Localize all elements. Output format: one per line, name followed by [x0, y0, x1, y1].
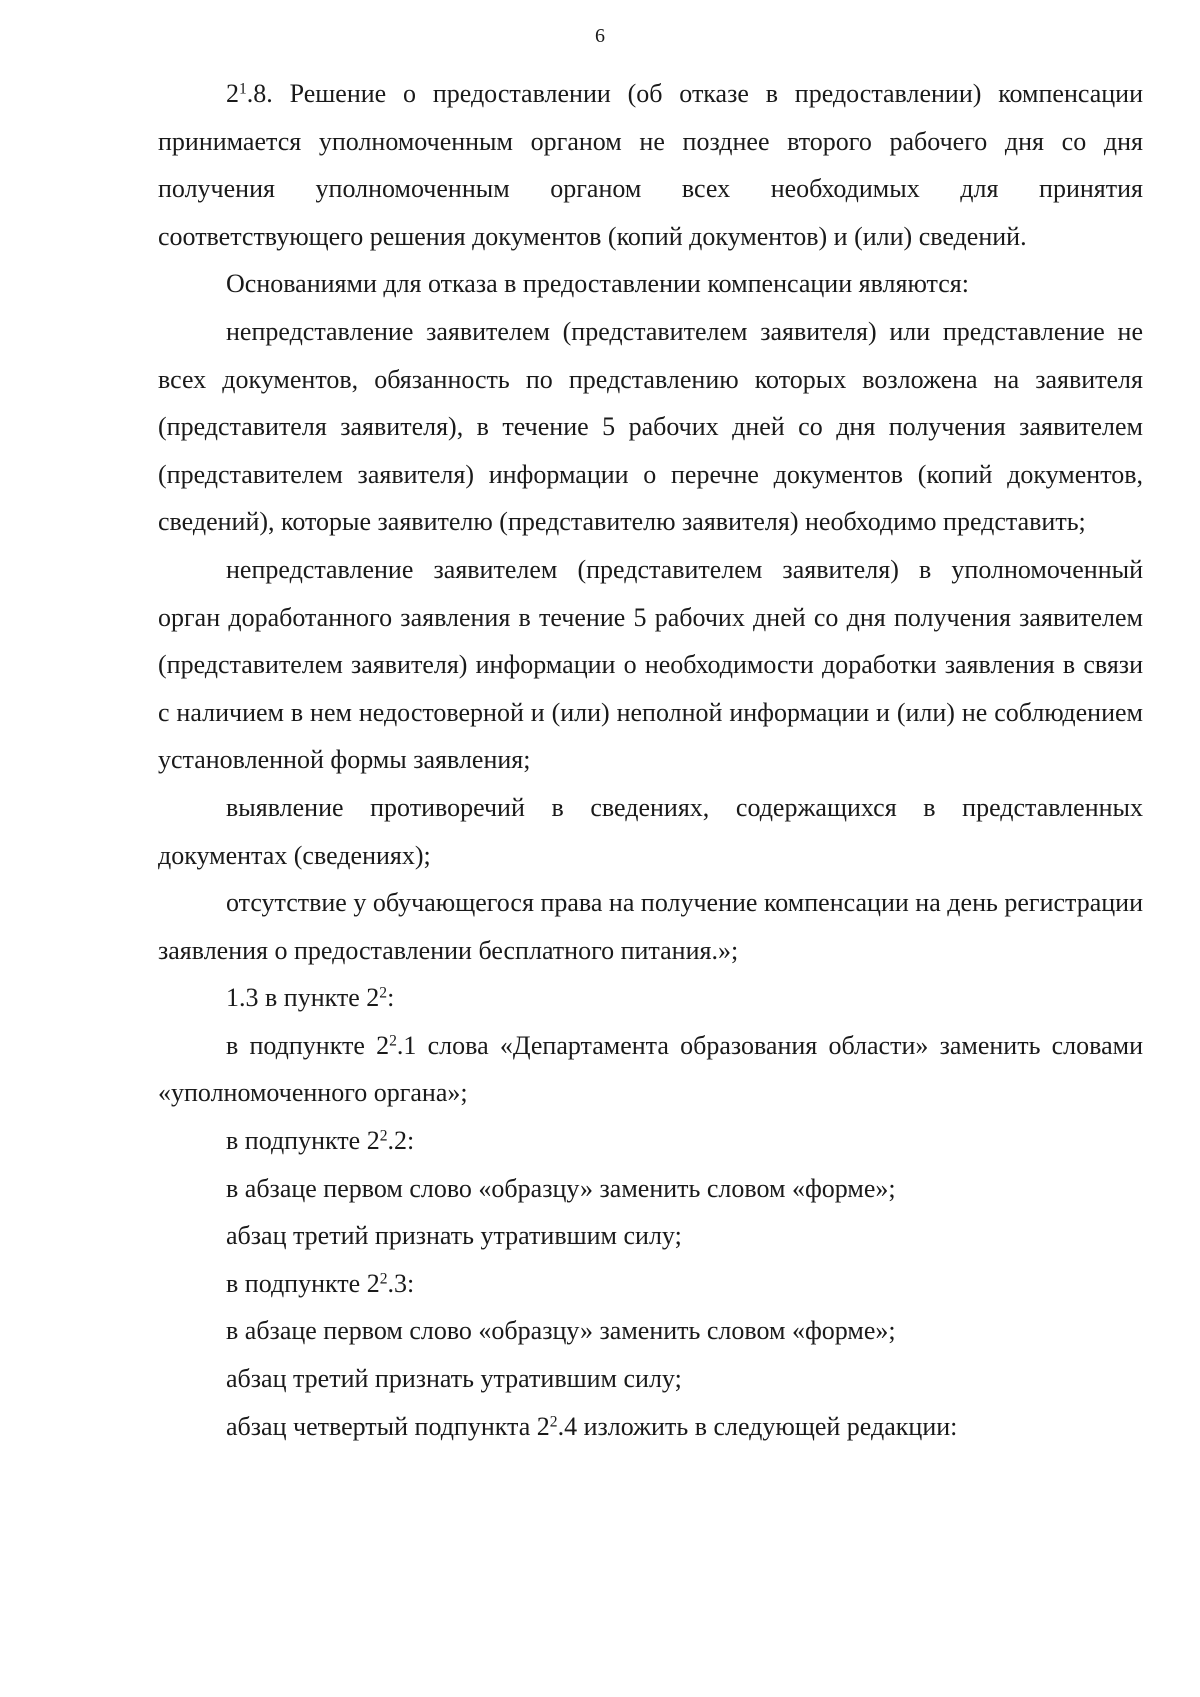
- paragraph-text: .2:: [387, 1126, 415, 1156]
- document-body: [158, 70, 1150, 1450]
- paragraph-text: 2: [226, 79, 239, 108]
- superscript: 2: [389, 1032, 397, 1050]
- paragraph-text: .4 изложить в следующей редакции:: [557, 1411, 958, 1441]
- paragraph-2-1-8: [158, 70, 1150, 260]
- paragraph-third-abzac-1: абзац третий признать утратившим силу;: [226, 1221, 682, 1251]
- paragraph-text: .3:: [387, 1268, 415, 1298]
- paragraph-ground-2: непредставление заявителем (представителем заявителя) в уполномоченный орган доработанного заявления в течение 5 рабочих дней со дня получения заявителем (представителем заявителя) информации о необходимости доработки заявления в связи с наличием в нем недостоверной и (или) неполной информации и (или) не соблюдением установленной формы заявления;: [158, 554, 1143, 775]
- paragraph-subpoint-2-2-3: [158, 1260, 1143, 1308]
- superscript: 2: [549, 1413, 558, 1431]
- paragraph-first-abzac-1: в абзаце первом слово «образцу» заменить словом «форме»;: [226, 1173, 896, 1203]
- paragraph-third-abzac-2: абзац третий признать утратившим силу;: [226, 1364, 682, 1394]
- paragraph-text: .1 слова «Департамента образования области» заменить словами «уполномоченного органа»;: [158, 1030, 1150, 1108]
- paragraph-text: 1.3 в пункте 2: [226, 983, 380, 1013]
- paragraph-text: в подпункте 2: [226, 1030, 390, 1060]
- paragraph-subpoint-2-2-1: [158, 1022, 1150, 1117]
- superscript: 2: [379, 1270, 388, 1288]
- paragraph-text: в подпункте 2: [226, 1126, 380, 1156]
- superscript: 2: [379, 984, 388, 1002]
- paragraph-first-abzac-2: в абзаце первом слово «образцу» заменить словом «форме»;: [226, 1316, 896, 1346]
- paragraph-text: в подпункте 2: [226, 1268, 380, 1298]
- superscript: 1: [239, 80, 247, 98]
- page-number: 6: [595, 25, 605, 47]
- paragraph-text: .8. Решение о предоставлении (об отказе в предоставлении) компенсации принимается уполномоченным органом не позднее второго рабочего дня со дня получения уполномоченным органом всех необходимых для принятия соответствующего решения документов (копий документов) и (или) сведений.: [158, 79, 1150, 251]
- paragraph-ground-3: выявление противоречий в сведениях, содержащихся в представленных документах (сведениях);: [158, 792, 1143, 870]
- superscript: 2: [379, 1127, 388, 1145]
- paragraph-fourth-abzac-2-2-4: [158, 1403, 1143, 1451]
- paragraph-text: :: [387, 983, 395, 1013]
- paragraph-subpoint-2-2-2: [158, 1117, 1143, 1165]
- paragraph-text: абзац четвертый подпункта 2: [226, 1411, 550, 1441]
- paragraph-1-3: [158, 974, 1143, 1022]
- paragraph-refusal-grounds: Основаниями для отказа в предоставлении компенсации являются:: [226, 269, 969, 299]
- paragraph-ground-4: отсутствие у обучающегося права на получение компенсации на день регистрации заявления о предоставлении бесплатного питания.»;: [158, 888, 1143, 965]
- paragraph-ground-1: непредставление заявителем (представителем заявителя) или представление не всех документов, обязанность по представлению которых возложена на заявителя (представителя заявителя), в течение 5 рабочих дней со дня получения заявителем (представителем заявителя) информации о перечне документов (копий документов, сведений), которые заявителю (представителю заявителя) необходимо представить;: [158, 316, 1143, 537]
